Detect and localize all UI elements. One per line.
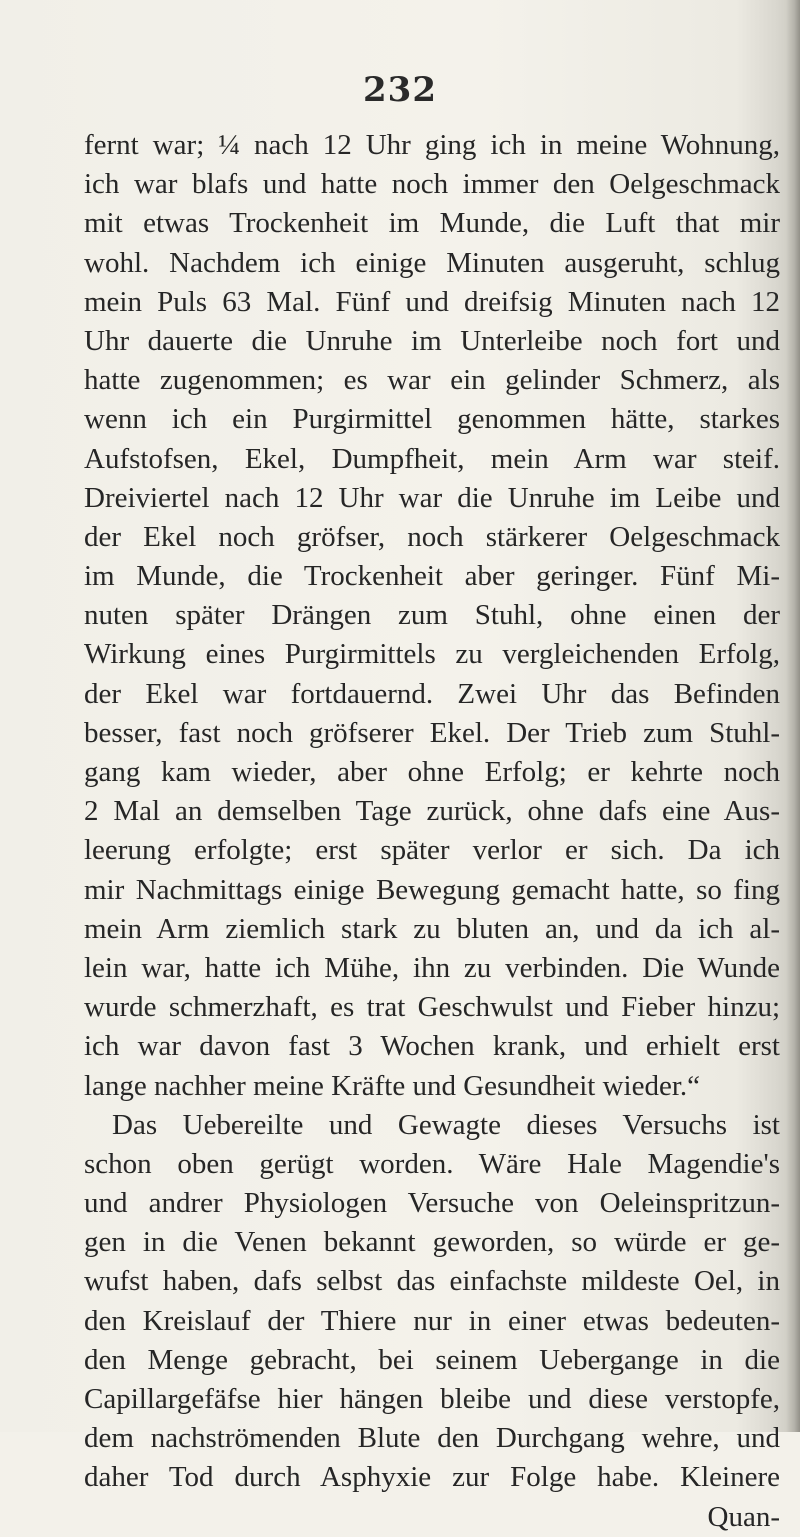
text-line: dem nachströmenden Blute den Durchgang wehre, und [84,1422,780,1455]
text-line: Das Uebereilte und Gewagte dieses Versuchs ist [112,1108,780,1141]
text-line: der Ekel war fortdauernd. Zwei Uhr das Befinden [84,677,780,710]
text-line: den Menge gebracht, bei seinem Uebergange in die [84,1343,780,1376]
text-line: 2 Mal an demselben Tage zurück, ohne dafs eine Aus- [84,795,780,828]
text-line: mir Nachmittags einige Bewegung gemacht hatte, so fing [84,873,780,906]
text-line: und andrer Physiologen Versuche von Oeleinspritzun- [84,1187,780,1220]
text-line: wohl. Nachdem ich einige Minuten ausgeruht, schlug [84,246,780,279]
page-edge-shadow [786,0,800,1432]
text-line: fernt war; ¼ nach 12 Uhr ging ich in meine Wohnung, [84,129,780,161]
text-line: der Ekel noch gröfser, noch stärkerer Oelgeschmack [84,520,780,553]
text-line: lein war, hatte ich Mühe, ihn zu verbinden. Die Wunde [84,951,780,984]
text-line: ich war davon fast 3 Wochen krank, und erhielt erst [84,1030,780,1063]
text-line: ich war blafs und hatte noch immer den Oelgeschmack [84,168,780,201]
text-line: wenn ich ein Purgirmittel genommen hätte, starkes [84,403,780,436]
text-line: daher Tod durch Asphyxie zur Folge habe. Kleinere [84,1461,780,1494]
text-line: besser, fast noch gröfserer Ekel. Der Trieb zum Stuhl- [84,716,780,749]
text-line: Aufstofsen, Ekel, Dumpfheit, mein Arm war steif. [84,442,780,475]
text-line: gang kam wieder, aber ohne Erfolg; er kehrte noch [84,756,780,788]
text-line: lange nachher meine Kräfte und Gesundheit wieder.“ [84,1069,700,1102]
text-line: gen in die Venen bekannt geworden, so würde er ge- [84,1226,780,1259]
text-line: wufst haben, dafs selbst das einfachste mildeste Oel, in [84,1265,780,1298]
text-line: Capillargefäfse hier hängen bleibe und diese verstopfe, [84,1383,780,1415]
text-line: mein Puls 63 Mal. Fünf und dreifsig Minuten nach 12 [84,285,780,318]
catchword: Quan- [707,1500,780,1533]
text-line: wurde schmerzhaft, es trat Geschwulst und Fieber hinzu; [84,991,780,1024]
body-text [84,126,780,1537]
text-line: hatte zugenommen; es war ein gelinder Schmerz, als [84,364,780,397]
page-number: 232 [363,70,437,110]
text-line: mit etwas Trockenheit im Munde, die Luft that mir [84,207,780,240]
text-line: leerung erfolgte; erst später verlor er sich. Da ich [84,834,780,867]
text-line: mein Arm ziemlich stark zu bluten an, und da ich al- [84,912,780,945]
text-line: Uhr dauerte die Unruhe im Unterleibe noch fort und [84,324,780,357]
text-line: Wirkung eines Purgirmittels zu vergleichenden Erfolg, [84,638,780,671]
text-line: den Kreislauf der Thiere nur in einer etwas bedeuten- [84,1304,780,1337]
text-line: Dreiviertel nach 12 Uhr war die Unruhe im Leibe und [84,481,780,514]
text-line: nuten später Drängen zum Stuhl, ohne einen der [84,599,780,632]
text-line: schon oben gerügt worden. Wäre Hale Magendie's [84,1147,780,1180]
text-line: im Munde, die Trockenheit aber geringer. Fünf Mi- [84,560,780,593]
